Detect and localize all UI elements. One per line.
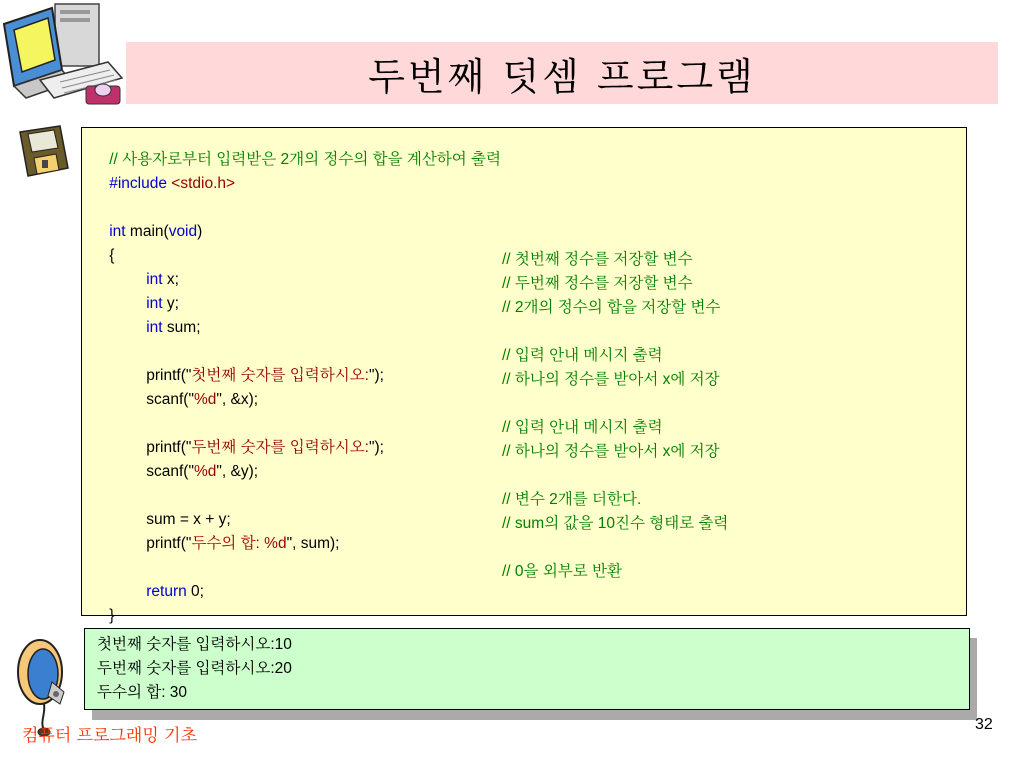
code-text: ) — [197, 223, 203, 240]
code-keyword: void — [168, 223, 198, 240]
output-line: 두수의 합: 30 — [97, 684, 188, 701]
page-number: 32 — [975, 716, 993, 733]
code-header: <stdio.h> — [171, 175, 236, 192]
code-text: x; — [162, 271, 179, 288]
code-string: %d — [193, 391, 217, 408]
output-line: 첫번째 숫자를 입력하시오:10 — [97, 636, 292, 653]
code-text: "); — [368, 367, 384, 384]
code-string: %d — [193, 463, 217, 480]
code-text: } — [109, 607, 115, 624]
output-console — [84, 628, 970, 710]
code-text: main( — [125, 223, 169, 240]
code-text: "); — [368, 439, 384, 456]
code-text: sum; — [162, 319, 201, 336]
code-comment: // 입력 안내 메시지 출력 — [502, 347, 663, 364]
code-comment: // 변수 2개를 더한다. — [502, 491, 642, 508]
code-keyword: int — [146, 295, 163, 312]
code-text: printf(" — [146, 439, 192, 456]
output-line: 두번째 숫자를 입력하시오:20 — [97, 660, 292, 677]
code-text: { — [109, 247, 115, 264]
computer-icon — [0, 0, 128, 110]
floppy-disk-icon — [16, 124, 70, 178]
code-text: ", &y); — [216, 463, 259, 480]
code-keyword: int — [109, 223, 126, 240]
code-keyword: int — [146, 319, 163, 336]
code-string: 두수의 합: %d — [191, 535, 287, 552]
code-text: scanf(" — [146, 463, 194, 480]
code-comment: // 사용자로부터 입력받은 2개의 정수의 합을 계산하여 출력 — [109, 151, 501, 168]
code-comment: // 2개의 정수의 합을 저장할 변수 — [502, 299, 721, 316]
code-comment: // sum의 값을 10진수 형태로 출력 — [502, 515, 729, 532]
slide-title: 두번째 덧셈 프로그램 — [368, 54, 756, 99]
code-comment: // 하나의 정수를 받아서 x에 저장 — [502, 443, 720, 460]
code-string: 두번째 숫자를 입력하시오: — [191, 439, 369, 456]
code-text: printf(" — [146, 535, 192, 552]
code-comment: // 하나의 정수를 받아서 x에 저장 — [502, 371, 720, 388]
code-text: sum = x + y; — [146, 511, 231, 528]
code-text: scanf(" — [146, 391, 194, 408]
code-keyword: int — [146, 271, 163, 288]
code-line-14 — [129, 562, 204, 622]
code-text: y; — [162, 295, 179, 312]
code-comment: // 입력 안내 메시지 출력 — [502, 419, 663, 436]
code-line-4 — [92, 226, 114, 286]
code-listing — [81, 127, 967, 624]
footer-course-title: 컴퓨터 프로그래밍 기초 — [22, 726, 198, 746]
code-comment: // 첫번째 정수를 저장할 변수 — [502, 251, 693, 268]
code-text: ", &x); — [216, 391, 259, 408]
title-bar — [126, 42, 998, 104]
code-comment: // 두번째 정수를 저장할 변수 — [502, 275, 693, 292]
code-string: 첫번째 숫자를 입력하시오: — [191, 367, 369, 384]
code-keyword: #include — [109, 175, 167, 192]
code-text: 0; — [186, 583, 204, 600]
code-text: printf(" — [146, 367, 192, 384]
code-keyword: return — [146, 583, 187, 600]
code-comment: // 0을 외부로 반환 — [502, 563, 622, 580]
code-text: ", sum); — [286, 535, 340, 552]
